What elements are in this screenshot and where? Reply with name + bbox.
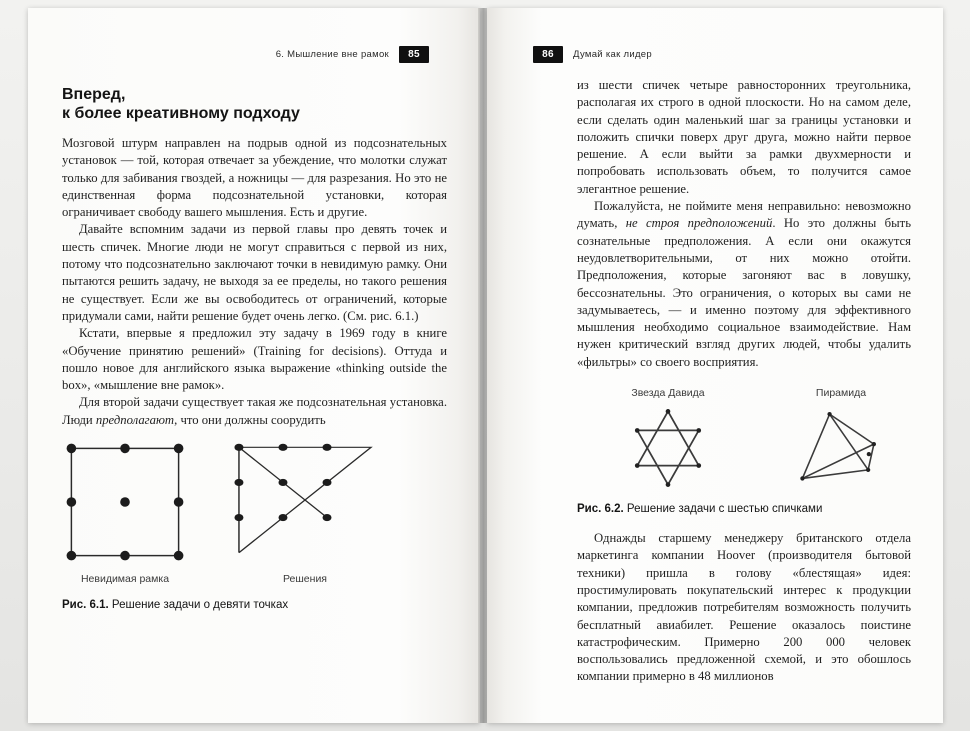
nine-dots-invisible-frame-figure	[64, 441, 186, 563]
paragraph: Давайте вспомним задачи из первой главы про девять точек и шесть спичек. Многие люди не могут справиться с первой из них, потому что подсознательно заключают точки в невидимую рамку. Они пытаются решить задачу, не выходя за ее пределы, но такого решения не существует. Если же вы освободитесь от ограничений, которые придумали сами, найти решение будет очень легко. (См. рис. 6.1.)	[62, 222, 447, 323]
section-title	[62, 85, 447, 123]
figure-6-1-caption-number: Рис. 6.1.	[62, 599, 109, 612]
section-title-line2: к более креативному подходу	[62, 105, 300, 122]
chapter-running-title: 6. Мышление вне рамок	[275, 49, 389, 60]
paragraph: Мозговой штурм направлен на подрыв одной из подсознательных установок — той, которая отвечает за убеждение, что молотки служат только для забивания гвоздей, а ножницы — для разрезания. Но это не единственная форма подсознательной установки, которая ограничивает свободу вашего мышления. Есть и другие.	[62, 136, 447, 220]
paragraph: Пожалуйста, не поймите меня неправильно: невозможно думать, не строя предположений. Но это должны быть сознательные предположения. А если они окажутся неудовлетворительными, от них можно отойти. Предположения, которые загоняют вас в ловушку, бессознательны. Это ограничения, о которых вы сами не задумываетесь, — и именно поэтому для эффективного мышления необходимо социальное взаимодействие. Нам нужен критический взгляд других людей, чтобы удалить «фильтры» со своего восприятия.	[577, 199, 911, 369]
figure-6-1	[62, 437, 447, 611]
pyramid-matches-figure	[794, 407, 888, 487]
book-page-right	[487, 8, 943, 723]
figure-6-2	[577, 387, 911, 515]
paragraph: из шести спичек четыре равносторонних треугольника, располагая их строго в одной плоскости. Но на самом деле, если сделать один маленький шаг за границы установки и положить спички поверх друг друга, можно найти первое решение. А если выйти за рамки двухмерности и попробовать использовать объем, то получится самое элегантное решение.	[577, 78, 911, 196]
star-of-david-matches-figure	[627, 407, 709, 489]
figure-6-1-caption-text: Решение задачи о девяти точках	[108, 599, 289, 612]
nine-dots-solution-figure	[226, 437, 384, 563]
book-page-left	[28, 8, 480, 723]
figure-6-2-caption-text: Решение задачи с шестью спичками	[623, 503, 823, 516]
section-title-line1: Вперед,	[62, 86, 126, 103]
paragraph: Кстати, впервые я предложил эту задачу в 1969 году в книге «Обучение принятию решений» (Training for decisions). Оттуда и пошло новое для английского языка выражение «thinking outside the box», «мышление вне рамок».	[62, 326, 447, 393]
paragraph: Однажды старшему менеджеру британского отдела маркетинга компании Hoover (производителя бытовой техники) пришла в голову «блестящая» идея: простимулировать покупательский интерес к продукции компании, предложив потребителям возможность получить бесплатный авиабилет. Решение оказалось поистине катастрофическим. Примерно 200 000 человек воспользовались предложенной схемой, и это обошлось компании примерно в 48 миллионов	[577, 531, 911, 684]
running-head-left	[62, 46, 429, 63]
book-running-title: Думай как лидер	[573, 49, 652, 60]
figure-6-1-caption	[62, 599, 447, 611]
running-head-right	[533, 46, 911, 63]
paragraph: Для второй задачи существует такая же подсознательная установка. Люди предполагают, что они должны соорудить	[62, 395, 447, 427]
figure-6-2-caption-number: Рис. 6.2.	[577, 503, 624, 516]
figure-label-solutions: Решения	[283, 573, 327, 586]
figure-6-2-caption	[577, 503, 911, 515]
figure-label-invisible-frame: Невидимая рамка	[80, 573, 170, 586]
figure-label-pyramid: Пирамида	[815, 387, 867, 400]
page-number-badge-85: 85	[399, 46, 429, 63]
figure-label-star-of-david: Звезда Давида	[631, 387, 705, 400]
page-number-badge-86: 86	[533, 46, 563, 63]
